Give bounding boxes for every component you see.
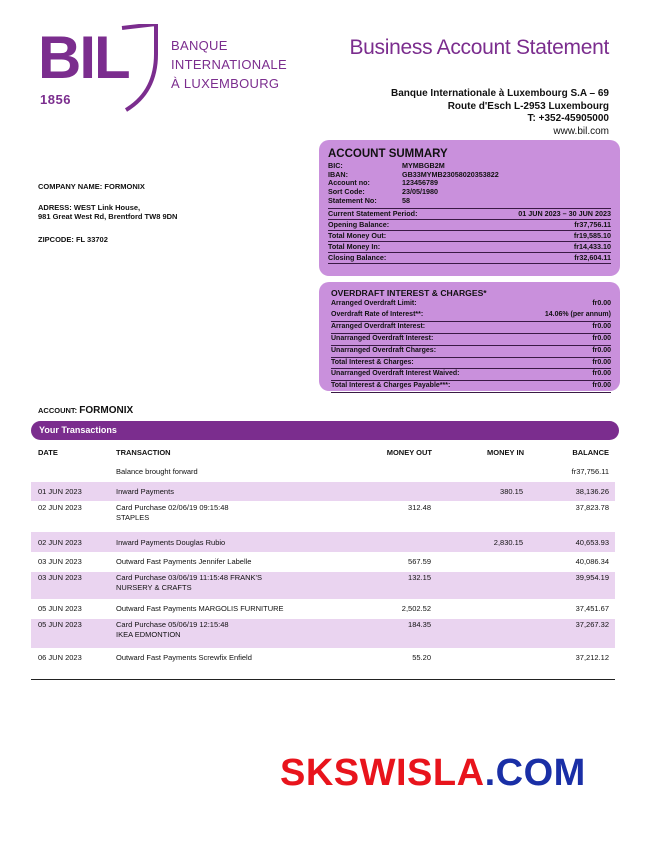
tx-balance: 39,954.19 (575, 573, 609, 582)
company-address (38, 203, 177, 221)
row-label: Opening Balance: (328, 219, 390, 229)
summary-row (328, 253, 611, 264)
tx-money-in: 380.15 (500, 487, 523, 496)
row-label: Unarranged Overdraft Interest Waived: (331, 370, 460, 378)
row-label: Total Money In: (328, 241, 381, 251)
detail-value: 123456789 (402, 178, 438, 188)
tx-money-out: 567.59 (408, 557, 431, 566)
tx-description: Outward Fast Payments Jennifer Labelle (116, 557, 252, 566)
tx-date: 02 JUN 2023 (38, 538, 82, 547)
row-value: fr0.00 (592, 382, 611, 390)
summary-detail (328, 197, 611, 206)
summary-row (328, 242, 611, 253)
overdraft-row (331, 358, 611, 370)
col-header-transaction: TRANSACTION (116, 448, 171, 457)
table-row (31, 648, 615, 668)
transactions-header-bar: Your Transactions (31, 421, 619, 440)
detail-label: Statement No: (328, 195, 377, 205)
detail-value: GB33MYMB23058020353822 (402, 169, 499, 179)
table-row (31, 482, 615, 501)
row-value: fr37,756.11 (574, 219, 611, 229)
watermark-part1: SKSWISLA (280, 752, 485, 794)
table-row (31, 619, 615, 648)
tx-date: 05 JUN 2023 (38, 604, 82, 613)
row-label: Current Statement Period: (328, 208, 418, 218)
company-name-value: FORMONIX (104, 182, 145, 191)
watermark (280, 752, 586, 795)
table-row (31, 463, 615, 482)
row-label: Arranged Overdraft Limit: (331, 300, 417, 307)
detail-value: 58 (402, 195, 410, 205)
company-name-label: COMPANY NAME: (38, 182, 103, 191)
col-header-money-in: MONEY IN (487, 448, 524, 457)
tx-description: Card Purchase 03/06/19 11:15:48 FRANK'S (116, 573, 262, 582)
table-row (31, 599, 615, 619)
row-value: fr14,433.10 (573, 241, 611, 251)
tx-balance: 40,653.93 (575, 538, 609, 547)
statement-title: Business Account Statement (349, 36, 609, 59)
tx-description: Card Purchase 02/06/19 09:15:48 (116, 503, 229, 512)
summary-row (328, 231, 611, 242)
logo-bank-line: À LUXEMBOURG (171, 76, 280, 91)
row-label: Unarranged Overdraft Interest: (331, 334, 434, 342)
account-label: ACCOUNT: (38, 406, 78, 415)
col-header-money-out: MONEY OUT (386, 448, 432, 457)
tx-description: Inward Payments (116, 487, 174, 496)
row-label: Total Interest & Charges: (331, 358, 414, 366)
account-name: FORMONIX (79, 405, 134, 416)
row-value: fr32,604.11 (574, 252, 611, 262)
detail-value: MYMBGB2M (402, 161, 445, 170)
overdraft-box (319, 282, 620, 391)
tx-balance: 40,086.34 (575, 557, 609, 566)
tx-description-line2: STAPLES (116, 513, 150, 522)
row-label: Overdraft Rate of Interest**: (331, 310, 424, 318)
bank-logo (38, 24, 287, 108)
summary-detail (328, 179, 611, 188)
tx-money-in: 2,830.15 (493, 538, 523, 547)
company-zip-label: ZIPCODE: (38, 235, 74, 244)
tx-description-line2: NURSERY & CRAFTS (116, 583, 192, 592)
logo-bank-line: BANQUE (171, 38, 228, 53)
summary-row (328, 220, 611, 231)
row-value: fr19,585.10 (573, 230, 611, 240)
row-value: fr0.00 (592, 334, 611, 342)
tx-date: 03 JUN 2023 (38, 573, 82, 582)
account-label-line (38, 405, 133, 416)
table-row (31, 532, 615, 552)
row-value: 14.06% (per annum) (544, 310, 611, 318)
tx-money-out: 55.20 (412, 653, 431, 662)
row-value: fr0.00 (592, 358, 611, 366)
account-summary-heading: ACCOUNT SUMMARY (328, 148, 448, 160)
row-value: fr0.00 (592, 370, 611, 378)
tx-description-line2: IKEA EDMONTION (116, 630, 181, 639)
col-header-date: DATE (38, 448, 58, 457)
tx-description: Balance brought forward (116, 467, 198, 476)
row-value: fr0.00 (592, 346, 611, 354)
company-address-line1: WEST Link House, (73, 203, 141, 212)
bank-address-line: Banque Internationale à Luxembourg S.A – 69 (390, 88, 609, 99)
tx-money-out: 2,502.52 (401, 604, 431, 613)
company-address-line2: 981 Great West Rd, Brentford TW8 9DN (38, 212, 178, 221)
tx-date: 02 JUN 2023 (38, 503, 82, 512)
company-zip-value: FL 33702 (75, 235, 108, 244)
watermark-part2: .COM (484, 752, 586, 794)
row-label: Arranged Overdraft Interest: (331, 322, 426, 330)
tx-description: Inward Payments Douglas Rubio (116, 538, 226, 547)
tx-balance: 37,212.12 (575, 653, 609, 662)
account-summary-box (319, 140, 620, 276)
logo-bank-name (171, 36, 287, 93)
overdraft-row (331, 310, 611, 322)
detail-value: 23/05/1980 (402, 187, 438, 197)
company-address-label: ADRESS: (38, 203, 72, 212)
overdraft-row (331, 369, 611, 381)
row-label: Unarranged Overdraft Charges: (331, 346, 437, 354)
detail-label: Account no: (328, 178, 370, 188)
detail-label: Sort Code: (328, 187, 365, 197)
company-zip (38, 235, 108, 244)
table-bottom-divider (31, 679, 615, 680)
tx-balance: 38,136.26 (575, 487, 609, 496)
bank-website-link[interactable]: www.bil.com (553, 125, 609, 137)
tx-date: 03 JUN 2023 (38, 557, 82, 566)
tx-date: 01 JUN 2023 (38, 487, 82, 496)
tx-date: 06 JUN 2023 (38, 653, 82, 662)
tx-description: Card Purchase 05/06/19 12:15:48 (116, 620, 229, 629)
row-value: 01 JUN 2023 – 30 JUN 2023 (518, 208, 611, 218)
summary-row (328, 208, 611, 220)
row-label: Closing Balance: (328, 252, 387, 262)
company-name (38, 182, 145, 191)
tx-balance: fr37,756.11 (571, 467, 609, 476)
tx-date: 05 JUN 2023 (38, 620, 82, 629)
tx-description: Outward Fast Payments MARGOLIS FURNITURE (116, 604, 284, 613)
overdraft-row (331, 299, 611, 310)
col-header-balance: BALANCE (572, 448, 609, 457)
tx-money-out: 312.48 (408, 503, 431, 512)
bank-address (391, 88, 609, 138)
row-value: fr0.00 (592, 322, 611, 330)
tx-balance: 37,451.67 (575, 604, 609, 613)
detail-label: IBAN: (328, 169, 348, 179)
row-value: fr0.00 (592, 300, 611, 307)
tx-money-out: 184.35 (408, 620, 431, 629)
tx-balance: 37,267.32 (575, 620, 609, 629)
overdraft-row (331, 322, 611, 334)
logo-bank-line: INTERNATIONALE (171, 57, 287, 72)
overdraft-row (331, 381, 611, 393)
tx-description: Outward Fast Payments Screwfix Enfield (116, 653, 252, 662)
overdraft-heading: OVERDRAFT INTEREST & CHARGES* (331, 288, 487, 298)
overdraft-row (331, 334, 611, 346)
detail-label: BIC: (328, 161, 343, 170)
row-label: Total Money Out: (328, 230, 387, 240)
table-row (31, 552, 615, 572)
summary-detail (328, 171, 611, 180)
logo-letters: BIL (38, 24, 129, 91)
bank-address-phone: T: +352-45905000 (527, 113, 609, 124)
bank-address-line: Route d'Esch L-2953 Luxembourg (447, 100, 609, 112)
table-row (31, 572, 615, 599)
logo-year: 1856 (40, 92, 71, 107)
tx-balance: 37,823.78 (575, 503, 609, 512)
overdraft-row (331, 346, 611, 358)
tx-money-out: 132.15 (408, 573, 431, 582)
table-row (31, 501, 615, 532)
row-label: Total Interest & Charges Payable***: (331, 382, 451, 390)
